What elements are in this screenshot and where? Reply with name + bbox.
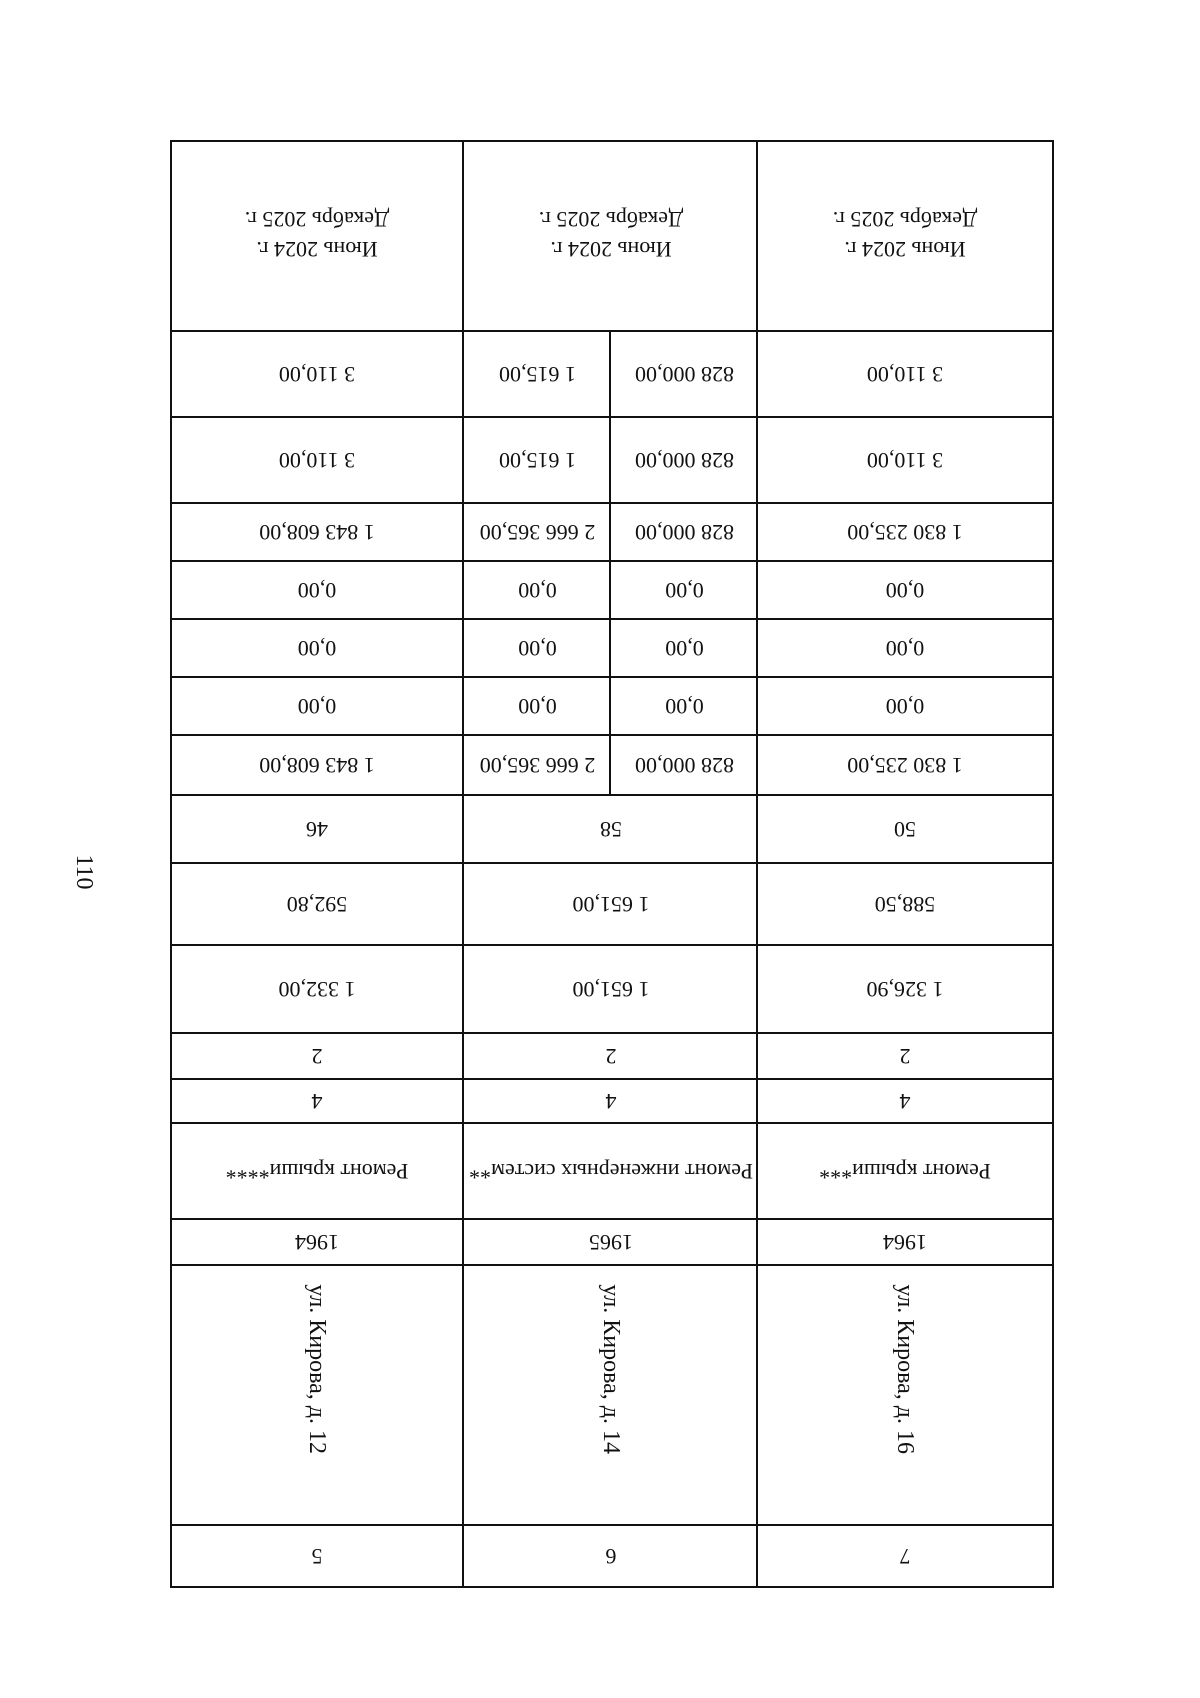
- unit-limit: 3 110,00: [758, 332, 1052, 418]
- entrances: 2: [464, 1034, 758, 1080]
- entrances: 2: [758, 1034, 1052, 1080]
- floors: 4: [170, 1080, 464, 1124]
- area-total: 1 332,00: [170, 946, 464, 1034]
- period-start: Июнь 2024 г.: [550, 237, 672, 262]
- cost-b-part2: 0,00: [464, 678, 611, 736]
- residents: 58: [464, 796, 758, 864]
- cost-b-part1: 0,00: [611, 678, 758, 736]
- cost-c: 0,00: [758, 620, 1052, 678]
- cost-c-part2: 0,00: [464, 620, 611, 678]
- build-year: 1964: [758, 1220, 1052, 1266]
- area-living: 588,50: [758, 864, 1052, 946]
- unit-limit: 3 110,00: [170, 332, 464, 418]
- cost-total-a: 1 830 235,00: [758, 736, 1052, 796]
- cost-b: 0,00: [170, 678, 464, 736]
- row-number: 7: [899, 1544, 911, 1569]
- cost-d: 0,00: [758, 562, 1052, 620]
- cost-total-b-part1: 828 000,00: [611, 504, 758, 562]
- cost-total-b: 1 830 235,00: [758, 504, 1052, 562]
- cost-c: 0,00: [170, 620, 464, 678]
- entrances: 2: [170, 1034, 464, 1080]
- cost-total-a: 1 843 608,00: [170, 736, 464, 796]
- cost-total-a-part1: 828 000,00: [611, 736, 758, 796]
- period-end: Декабрь 2025 г.: [832, 207, 978, 232]
- cost-d-part1: 0,00: [611, 562, 758, 620]
- period-end: Декабрь 2025 г.: [244, 207, 390, 232]
- build-year: 1965: [464, 1220, 758, 1266]
- work-type: Ремонт инженерных систем**: [464, 1124, 758, 1220]
- period: [758, 138, 1052, 332]
- works-table: [170, 140, 1054, 1588]
- cost-total-b: 1 843 608,00: [170, 504, 464, 562]
- work-type: Ремонт крыши***: [758, 1124, 1052, 1220]
- rotated-table-wrapper: [170, 140, 1054, 1588]
- table-row-6: [464, 142, 758, 1586]
- area-living: 1 651,00: [464, 864, 758, 946]
- build-year: 1964: [170, 1220, 464, 1266]
- row-number: 6: [605, 1544, 617, 1569]
- address-cell: [170, 1266, 464, 1526]
- table-row-5: [170, 142, 464, 1586]
- area-total: 1 651,00: [464, 946, 758, 1034]
- unit-cost-part1: 828 000,00: [611, 418, 758, 504]
- residents: 50: [758, 796, 1052, 864]
- unit-cost: 3 110,00: [170, 418, 464, 504]
- cost-d-part2: 0,00: [464, 562, 611, 620]
- table-row-7: [758, 142, 1052, 1586]
- row-number: 5: [311, 1544, 323, 1569]
- period-start: Июнь 2024 г.: [844, 237, 966, 262]
- residents: 46: [170, 796, 464, 864]
- address-cell: [464, 1266, 758, 1526]
- area-living: 592,80: [170, 864, 464, 946]
- unit-cost-part2: 1 615,00: [464, 418, 611, 504]
- period: [464, 138, 758, 332]
- unit-limit-part2: 1 615,00: [464, 332, 611, 418]
- work-type: Ремонт крыши****: [170, 1124, 464, 1220]
- cost-b: 0,00: [758, 678, 1052, 736]
- cost-d: 0,00: [170, 562, 464, 620]
- address: ул. Кирова, д. 12: [304, 1284, 331, 1454]
- cost-c-part1: 0,00: [611, 620, 758, 678]
- unit-limit-part1: 828 000,00: [611, 332, 758, 418]
- period: [170, 138, 464, 332]
- address: ул. Кирова, д. 16: [892, 1284, 919, 1454]
- floors: 4: [464, 1080, 758, 1124]
- page-number: 110: [71, 854, 97, 890]
- cost-total-a-part2: 2 666 365,00: [464, 736, 611, 796]
- period-start: Июнь 2024 г.: [256, 237, 378, 262]
- address-cell: [758, 1266, 1052, 1526]
- address: ул. Кирова, д. 14: [598, 1284, 625, 1454]
- area-total: 1 326,90: [758, 946, 1052, 1034]
- unit-cost: 3 110,00: [758, 418, 1052, 504]
- cost-total-b-part2: 2 666 365,00: [464, 504, 611, 562]
- floors: 4: [758, 1080, 1052, 1124]
- period-end: Декабрь 2025 г.: [538, 207, 684, 232]
